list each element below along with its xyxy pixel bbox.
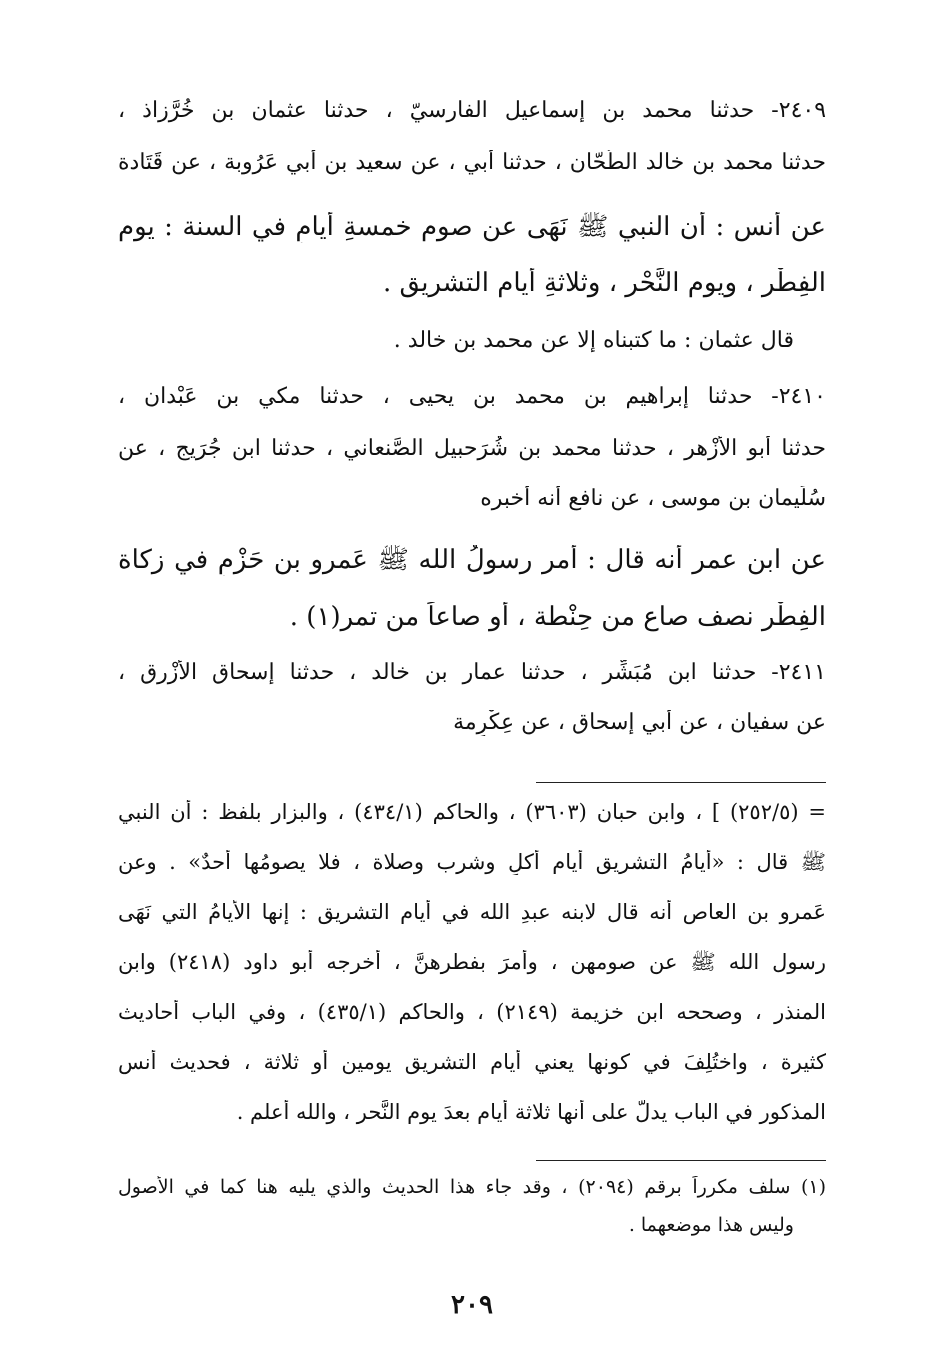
- hadith-2409-matn-line2: الفِطْر ، ويومِ النَّحْر ، وثلاثةِ أيامِ التشريق .: [383, 268, 826, 298]
- hadith-2409-sanad-line2: حدثنا محمد بن خالد الطَّحّان ، حدثنا أبي ، عن سعيد بن أبي عَرُوبة ، عن قَتَادة: [118, 150, 826, 175]
- commentary-line5: المنذر ، وصححه ابن خزيمة (٢١٤٩) ، والحاكم (٤٣٥/١) ، وفي الباب أحاديث: [118, 1000, 826, 1024]
- footnote-line2: وليس هذا موضعهما .: [628, 1214, 794, 1236]
- hadith-2411-sanad-line1: ٢٤١١- حدثنا ابن مُبَشِّر ، حدثنا عمار بن خالد ، حدثنا إسحاق الأَزْرق ،: [118, 660, 826, 685]
- hadith-2410-sanad-line3: سُلَيمان بن موسى ، عن نافع أنه أخبره: [480, 486, 826, 511]
- hadith-2409-note: قال عثمان : ما كتبناه إلا عن محمد بن خالد .: [393, 328, 794, 353]
- hadith-2411-sanad-line2: عن سفيان ، عن أَبي إسحاق ، عن عِكْرِمة: [453, 710, 826, 735]
- hadith-2410-matn-line1: عن ابن عمر أنه قال : أمر رسولُ الله ﷺ عَمرو بن حَزْمٍ في زكاة: [118, 545, 826, 575]
- hadith-2410-matn-line2: الفِطْر نصف صاع من حِنْطة ، أو صاعاً من تمر(١) .: [289, 602, 826, 632]
- commentary-line3: عَمرو بن العاص أنه قال لابنه عبدِ الله في أيام التشريق : إنها الأيامُ التي نَهَى: [118, 900, 826, 924]
- commentary-separator: [536, 782, 826, 783]
- hadith-2410-sanad-line1: ٢٤١٠- حدثنا إبراهيم بن محمد بن يحيى ، حدثنا مكي بن عَبْدان ،: [118, 384, 826, 409]
- commentary-line2: ﷺ قال : «أيامُ التشريق أيام أكلٍ وشرب وصلاة ، فلا يصومُها أحدٌ» . وعن: [118, 850, 826, 874]
- hadith-2410-sanad-line2: حدثنا أبو الأزْهر ، حدثنا محمد بن شُرَحبيل الصَّنعاني ، حدثنا ابن جُرَيج ، عن: [118, 436, 826, 461]
- commentary-line6: كثيرة ، واختُلِفَ في كونها يعني أيام التشريق يومين أو ثلاثة ، فحديث أنس: [118, 1050, 826, 1074]
- commentary-line1: = (٢٥٢/٥) ] ، وابن حبان (٣٦٠٣) ، والحاكم (٤٣٤/١) ، والبزار بلفظ : أن النبي: [118, 800, 826, 824]
- commentary-line4: رسول الله ﷺ عن صومهن ، وأمرَ بفطرهنَّ ، أخرجه أبو داود (٢٤١٨) وابن: [118, 950, 826, 974]
- commentary-line7: المذكور في الباب يدلُّ على أنها ثلاثة أيام بعدَ يوم النَّحر ، والله أعلم .: [236, 1100, 826, 1124]
- page-number: ٢٠٩: [451, 1290, 493, 1320]
- footnote-line1: (١) سلف مكرراً برقم (٢٠٩٤) ، وقد جاء هذا الحديث والذي يليه هنا كما في الأصول: [118, 1176, 826, 1198]
- hadith-2409-matn-line1: عن أنس : أن النبي ﷺ نَهَى عن صوم خمسةِ أيامٍ في السنة : يومِ: [118, 212, 826, 242]
- footnote-separator: [536, 1160, 826, 1161]
- hadith-2409-sanad-line1: ٢٤٠٩- حدثنا محمد بن إسماعيل الفارسيّ ، حدثنا عثمان بن خُرَّزاذ ،: [118, 98, 826, 123]
